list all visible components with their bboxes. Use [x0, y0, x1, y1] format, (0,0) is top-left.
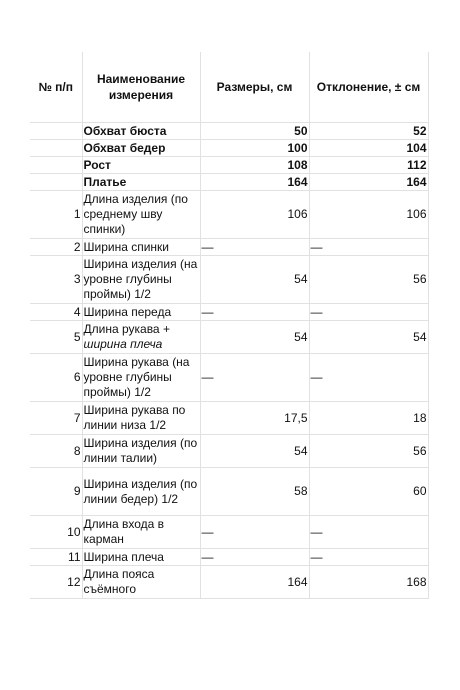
size-cell: 164 — [200, 566, 309, 599]
table-row — [30, 354, 428, 402]
table-row — [30, 402, 428, 435]
header-deviation: Отклонение, ± см — [309, 52, 428, 123]
size-cell: 100 — [200, 140, 309, 157]
size-cell: 164 — [200, 174, 309, 191]
name-cell: Длина входа в карман — [82, 516, 200, 549]
deviation-cell: 104 — [309, 140, 428, 157]
header-size: Размеры, см — [200, 52, 309, 123]
table-row — [30, 191, 428, 239]
name-cell: Ширина изделия (по линии талии) — [82, 435, 200, 468]
size-cell: 106 — [200, 191, 309, 239]
name-part: Длина рукава + — [83, 322, 170, 336]
name-cell: Обхват бедер — [82, 140, 200, 157]
summary-row — [30, 123, 428, 140]
table-row — [30, 304, 428, 321]
num-cell: 9 — [30, 468, 82, 516]
name-part-italic: ширина плеча — [83, 337, 163, 351]
size-cell: — — [200, 516, 309, 549]
deviation-cell: 52 — [309, 123, 428, 140]
name-cell: Ширина рукава по линии низа 1/2 — [82, 402, 200, 435]
name-cell: Длина изделия (по среднему шву спинки) — [82, 191, 200, 239]
name-cell: Ширина переда — [82, 304, 200, 321]
size-cell: 17,5 — [200, 402, 309, 435]
summary-row — [30, 140, 428, 157]
size-cell: — — [200, 239, 309, 256]
deviation-cell: — — [309, 354, 428, 402]
size-cell: 54 — [200, 435, 309, 468]
table-row — [30, 549, 428, 566]
header-row — [30, 52, 428, 123]
size-cell: 54 — [200, 321, 309, 354]
size-cell: — — [200, 549, 309, 566]
num-cell: 4 — [30, 304, 82, 321]
table-row — [30, 516, 428, 549]
table-row — [30, 566, 428, 599]
deviation-cell: 56 — [309, 256, 428, 304]
size-cell: 58 — [200, 468, 309, 516]
deviation-cell: — — [309, 549, 428, 566]
measurement-table-container — [30, 52, 428, 599]
name-cell: Ширина изделия (по линии бедер) 1/2 — [82, 468, 200, 516]
name-cell: Обхват бюста — [82, 123, 200, 140]
table-row — [30, 435, 428, 468]
num-cell: 12 — [30, 566, 82, 599]
num-cell: 8 — [30, 435, 82, 468]
num-cell: 11 — [30, 549, 82, 566]
size-cell: — — [200, 304, 309, 321]
name-cell: Ширина плеча — [82, 549, 200, 566]
deviation-cell: 164 — [309, 174, 428, 191]
name-cell: Платье — [82, 174, 200, 191]
deviation-cell: 54 — [309, 321, 428, 354]
table-row — [30, 468, 428, 516]
name-cell: Ширина спинки — [82, 239, 200, 256]
deviation-cell: — — [309, 516, 428, 549]
size-cell: — — [200, 354, 309, 402]
num-cell: 5 — [30, 321, 82, 354]
num-cell: 7 — [30, 402, 82, 435]
measurement-table — [30, 52, 429, 599]
summary-row — [30, 174, 428, 191]
name-cell: Длина пояса съёмного — [82, 566, 200, 599]
size-cell: 54 — [200, 256, 309, 304]
name-cell: Ширина рукава (на уровне глубины проймы) 1/2 — [82, 354, 200, 402]
name-cell: Ширина изделия (на уровне глубины проймы) 1/2 — [82, 256, 200, 304]
size-cell: 50 — [200, 123, 309, 140]
header-num: № п/п — [30, 52, 82, 123]
num-cell: 10 — [30, 516, 82, 549]
summary-row — [30, 157, 428, 174]
name-cell: Рост — [82, 157, 200, 174]
deviation-cell: 60 — [309, 468, 428, 516]
table-row — [30, 239, 428, 256]
deviation-cell: — — [309, 239, 428, 256]
num-cell — [30, 174, 82, 191]
header-name: Наименование измерения — [82, 52, 200, 123]
deviation-cell: 112 — [309, 157, 428, 174]
num-cell: 2 — [30, 239, 82, 256]
deviation-cell: 56 — [309, 435, 428, 468]
num-cell — [30, 157, 82, 174]
num-cell: 6 — [30, 354, 82, 402]
deviation-cell: 168 — [309, 566, 428, 599]
num-cell: 3 — [30, 256, 82, 304]
num-cell — [30, 140, 82, 157]
table-row — [30, 321, 428, 354]
deviation-cell: 106 — [309, 191, 428, 239]
size-cell: 108 — [200, 157, 309, 174]
deviation-cell: 18 — [309, 402, 428, 435]
deviation-cell: — — [309, 304, 428, 321]
num-cell — [30, 123, 82, 140]
table-row — [30, 256, 428, 304]
num-cell: 1 — [30, 191, 82, 239]
name-cell — [82, 321, 200, 354]
